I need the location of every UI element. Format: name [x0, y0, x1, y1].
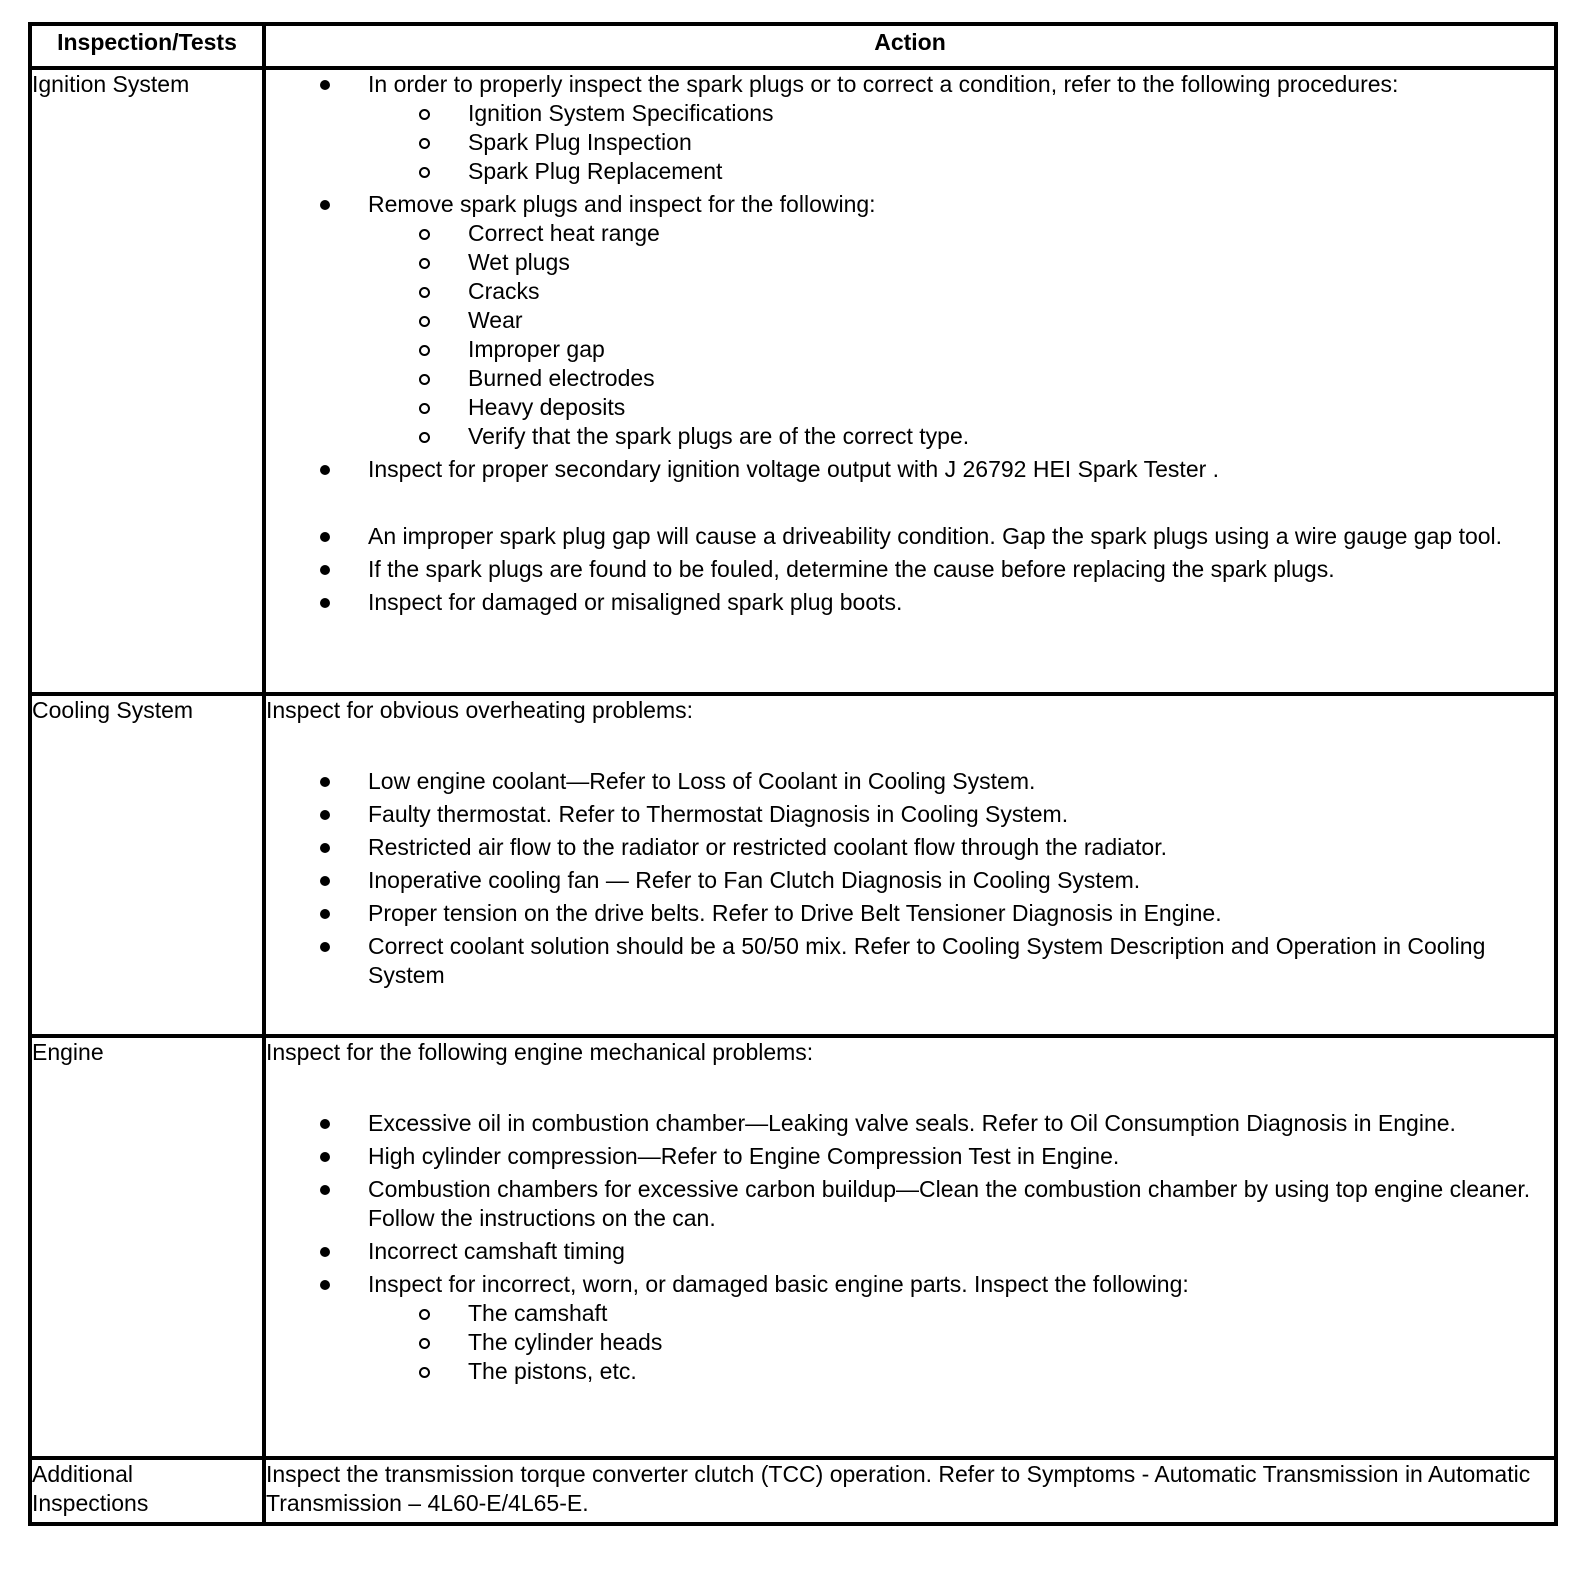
sub-list-item: Improper gap: [368, 335, 1554, 364]
row-label-line: Additional: [32, 1461, 134, 1487]
list-item: If the spark plugs are found to be fouled, determine the cause before replacing the spark plugs.: [266, 555, 1554, 584]
list-item: High cylinder compression—Refer to Engine Compression Test in Engine.: [266, 1142, 1554, 1171]
row-label-line: Inspections: [32, 1490, 149, 1516]
sub-list-item: Wear: [368, 306, 1554, 335]
row-label-cooling: Cooling System: [30, 694, 264, 1036]
sub-list-item: Spark Plug Inspection: [368, 128, 1554, 157]
list-item: Incorrect camshaft timing: [266, 1237, 1554, 1266]
action-cell-ignition: [264, 68, 1556, 694]
list-item-text: Remove spark plugs and inspect for the following:: [368, 191, 876, 217]
sub-list-item: The cylinder heads: [368, 1328, 1554, 1357]
list-item: Combustion chambers for excessive carbon buildup—Clean the combustion chamber by using top engine cleaner. Follow the instructions on the can.: [266, 1175, 1554, 1233]
table-row-ignition: [30, 68, 1556, 694]
row-label-ignition: Ignition System: [30, 68, 264, 694]
header-inspection-tests: Inspection/Tests: [30, 24, 264, 68]
sub-list-item: The pistons, etc.: [368, 1357, 1554, 1386]
cooling-intro: Inspect for obvious overheating problems:: [266, 697, 694, 723]
sub-list-item: Wet plugs: [368, 248, 1554, 277]
list-item: Low engine coolant—Refer to Loss of Coolant in Cooling System.: [266, 767, 1554, 796]
sub-list-item: The camshaft: [368, 1299, 1554, 1328]
list-item: [266, 70, 1554, 186]
sub-list: [368, 219, 1554, 451]
header-action: Action: [264, 24, 1556, 68]
action-cell-additional: Inspect the transmission torque converter clutch (TCC) operation. Refer to Symptoms - Automatic Transmission in Automatic Transmission – 4L60-E/4L65-E.: [264, 1458, 1556, 1524]
bullet-list: [266, 767, 1554, 990]
list-item: Excessive oil in combustion chamber—Leaking valve seals. Refer to Oil Consumption Diagnosis in Engine.: [266, 1109, 1554, 1138]
bullet-list: [266, 1109, 1554, 1386]
sub-list-item: Spark Plug Replacement: [368, 157, 1554, 186]
sub-list: [368, 99, 1554, 186]
sub-list-item: Cracks: [368, 277, 1554, 306]
list-item: Correct coolant solution should be a 50/50 mix. Refer to Cooling System Description and Operation in Cooling System: [266, 932, 1554, 990]
action-cell-cooling: [264, 694, 1556, 1036]
list-item: Faulty thermostat. Refer to Thermostat Diagnosis in Cooling System.: [266, 800, 1554, 829]
action-cell-engine: [264, 1036, 1556, 1458]
sub-list-item: Correct heat range: [368, 219, 1554, 248]
inspection-table: [28, 22, 1558, 1526]
list-item: Inspect for proper secondary ignition voltage output with J 26792 HEI Spark Tester .: [266, 455, 1554, 484]
list-item: An improper spark plug gap will cause a driveability condition. Gap the spark plugs using a wire gauge gap tool.: [266, 522, 1554, 551]
bullet-list: [266, 70, 1554, 617]
row-label-additional: [30, 1458, 264, 1524]
sub-list-item: Ignition System Specifications: [368, 99, 1554, 128]
list-item: [266, 1270, 1554, 1386]
list-item: Proper tension on the drive belts. Refer to Drive Belt Tensioner Diagnosis in Engine.: [266, 899, 1554, 928]
table-row-engine: [30, 1036, 1556, 1458]
sub-list-item: Heavy deposits: [368, 393, 1554, 422]
sub-list-item: Verify that the spark plugs are of the correct type.: [368, 422, 1554, 451]
table-row-additional: [30, 1458, 1556, 1524]
list-item: [266, 190, 1554, 451]
sub-list: [368, 1299, 1554, 1386]
list-item: Inoperative cooling fan — Refer to Fan Clutch Diagnosis in Cooling System.: [266, 866, 1554, 895]
list-item-text: In order to properly inspect the spark plugs or to correct a condition, refer to the following procedures:: [368, 71, 1399, 97]
engine-intro: Inspect for the following engine mechanical problems:: [266, 1039, 814, 1065]
table-row-cooling: [30, 694, 1556, 1036]
list-item: Inspect for damaged or misaligned spark plug boots.: [266, 588, 1554, 617]
header-row: [30, 24, 1556, 68]
row-label-engine: Engine: [30, 1036, 264, 1458]
sub-list-item: Burned electrodes: [368, 364, 1554, 393]
list-item-text: Inspect for incorrect, worn, or damaged basic engine parts. Inspect the following:: [368, 1271, 1189, 1297]
list-item: Restricted air flow to the radiator or restricted coolant flow through the radiator.: [266, 833, 1554, 862]
